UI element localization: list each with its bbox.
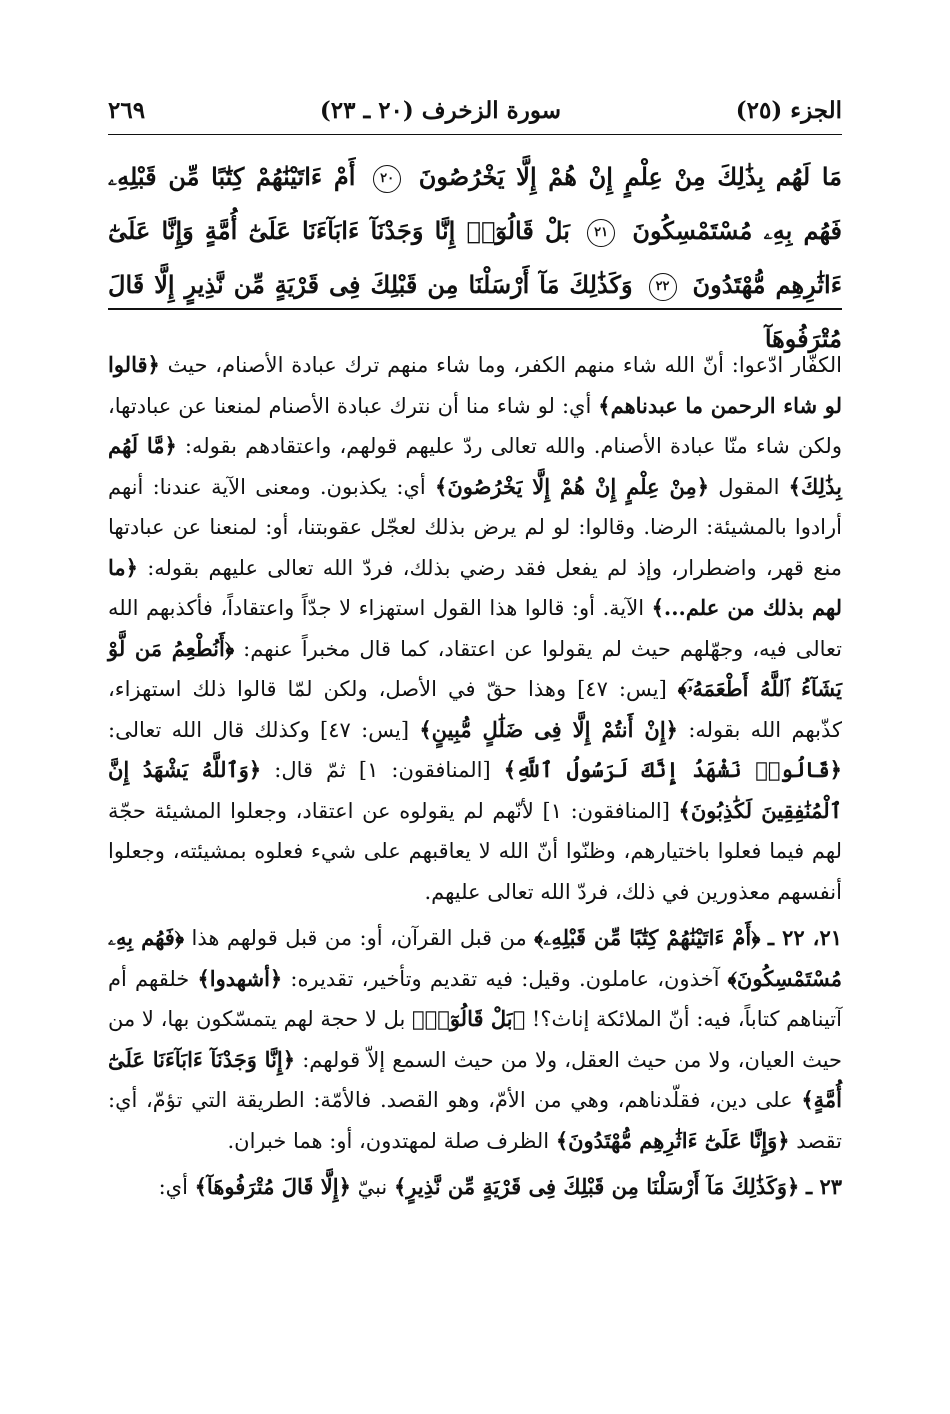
quote-text: ﴿أشهدوا﴾ [197,965,283,991]
commentary-paragraph [108,918,842,1161]
quran-quote: ﴿إِنَّا وَجَدْنَآ ءَابَآءَنَا عَلَىٰٓ أُمَّةٍ﴾ [108,1046,842,1112]
commentary-text: المقول [718,474,780,499]
quote-text: ﴿قالوا لو شاء الرحمن ما عبدناهم﴾ [108,352,842,418]
commentary-text: على دين، فقلّدناهم، وهي من الأمّ، وهو القصد. فالأمّة: الطريقة التي تؤمّ، أي: تقصد [108,1088,842,1153]
quran-quote: ﴿وَٱللَّهُ يَشْهَدُ إِنَّ ٱلْمُنَٰفِقِينَ لَكَٰذِبُونَ﴾ [108,757,842,823]
commentary-text: [المنافقون: ١] لأنّهم لم يقولوه عن اعتقاد، وجعلوا المشيئة حجّة لهم فيما فعلوا باختيارهم، وظنّوا أنّ الله لا يعاقبهم على شيء فعلوه بمشيئته، وجعلوا أنفسهم معذورين في ذلك، فردّ الله تعالى عليهم. [108,798,842,904]
quran-quote: ﴿قَالُوا۟ نَشْهَدُ إِنَّكَ لَرَسُولُ ٱللَّهِ﴾ [503,757,842,782]
commentary-text: الآية. أو: قالوا هذا القول استهزاء لا جدّاً واعتقاداً، فأكذبهم الله تعالى فيه، وجهّلهم حيث لم يقولوا عن اعتقاد، كما قال مخبراً عنهم: [108,596,842,661]
commentary-text: [يس: ٤٧] وكذلك قال الله تعالى: [108,717,410,742]
commentary-text: من قبل القرآن، أو: من قبل قولهم هذا [191,926,527,950]
quran-quote: ﴿أَنُطْعِمُ مَن لَّوْ يَشَآءُ ٱللَّهُ أَطْعَمَهُۥٓ﴾ [108,635,842,701]
verse-reference-number: ٢٣ ـ [805,1174,842,1199]
commentary-paragraph [108,1167,842,1208]
header-rule [108,134,842,135]
juz-label: الجزء (٢٥) [735,96,842,124]
commentary-text: بل لا حجة لهم يتمسّكون بها، لا من حيث العيان، ولا من حيث العقل، ولا من حيث السمع إلاّ قولهم: [108,1007,843,1072]
commentary-text: نبيّ [357,1175,388,1199]
verse-number-marker: ٢٢ [649,273,677,301]
verses-separator-rule [108,308,842,310]
quran-quote: ﴿فَهُم بِهِۦ مُسْتَمْسِكُونَ﴾ [108,925,842,991]
commentary-text: أي: لو شاء منا أن نترك عبادة الأصنام لمنعنا عن عبادتها، ولكن شاء منّا عبادة الأصنام. والله تعالى ردّ عليهم قولهم، واعتقادهم بقوله: [108,393,842,458]
verse-number-marker: ٢١ [587,219,615,247]
quran-quote: ﴿وَكَذَٰلِكَ مَآ أَرْسَلْنَا مِن قَبْلِكَ فِى قَرْيَةٍ مِّن نَّذِيرٍ﴾ [393,1174,800,1199]
commentary-text: الكفّار ادّعوا: أنّ الله شاء منهم الكفر، وما شاء منهم ترك عبادة الأصنام، حيث [167,353,842,377]
quran-quote: ﴿وَإِنَّا عَلَىٰٓ ءَاثَٰرِهِم مُّهْتَدُونَ﴾ [555,1127,790,1153]
verse-22-text: بَلْ قَالُوٓا۟ إِنَّا وَجَدْنَآ ءَابَآءَنَا عَلَىٰٓ أُمَّةٍ وَإِنَّا عَلَىٰٓ ءَاثَٰرِهِم مُّهْتَدُونَ [108,216,842,299]
page-header [108,88,842,132]
commentary-paragraph [108,345,842,912]
verse-23-text: وَكَذَٰلِكَ مَآ أَرْسَلْنَا مِن قَبْلِكَ فِى قَرْيَةٍ مِّن نَّذِيرٍ إِلَّا قَالَ مُتْرَفُوهَآ [108,270,842,353]
quran-quote: ﴿أَمْ ءَاتَيْنَٰهُمْ كِتَٰبًا مِّن قَبْلِهِۦ﴾ [534,925,761,950]
verse-reference-number: ٢١، ٢٢ ـ [767,925,842,950]
page-number: ٢٦٩ [108,96,146,124]
commentary-text: أي: [158,1175,188,1199]
surah-title: سورة الزخرف (٢٠ ـ ٢٣) [319,96,561,124]
verse-21-text: أَمْ ءَاتَيْنَٰهُمْ كِتَٰبًا مِّن قَبْلِهِۦ فَهُم بِهِۦ مُسْتَمْسِكُونَ [108,162,843,245]
commentary-text: آخذون، عاملون. وقيل: فيه تقديم وتأخير، تقديره: [290,966,720,991]
quran-quote: ﴿بَلْ قَالُوٓا۟﴾ [412,1006,526,1031]
quran-quote: ﴿ما لهم بذلك من علم...﴾ [108,554,842,620]
commentary-text: [المنافقون: ١] ثمّ قال: [274,758,491,782]
quran-quote: ﴿مَّا لَهُم بِذَٰلِكَ﴾ [108,433,842,499]
commentary-text: الظرف صلة لمهتدون، أو: هما خبران. [227,1128,550,1153]
commentary-text: [يس: ٤٧] وهذا حقّ في الأصل، ولكن لمّا قالوا ذلك استهزاء، كذّبهم الله بقوله: [108,677,842,742]
commentary-text: خلقهم أم آتيناهم كتاباً، فيه: أنّ الملائكة إناث؟! [108,966,842,1031]
verse-number-marker: ٢٠ [373,165,401,193]
quran-quote: ﴿إِنْ أَنتُمْ إِلَّا فِى ضَلَٰلٍ مُّبِينٍ﴾ [419,716,678,742]
commentary-body [108,345,842,1214]
verse-20-text: مَا لَهُم بِذَٰلِكَ مِنْ عِلْمٍ إِنْ هُمْ إِلَّا يَخْرُصُونَ [418,162,843,191]
commentary-text: أي: يكذبون. ومعنى الآية عندنا: أنهم أرادوا بالمشيئة: الرضا. وقالوا: لو لم يرض بذلك لعجّل عقوبتنا، أو: لمنعنا عن عبادتها منع قهر، واضطرار، وإذ لم يفعل فقد رضي بذلك، فردّ الله تعالى عليهم بقوله: [108,474,842,580]
quran-quote: ﴿مِنْ عِلْمٍ إِنْ هُمْ إِلَّا يَخْرُصُونَ﴾ [435,473,710,499]
verse-text [108,150,842,366]
quran-quote: ﴿إِلَّا قَالَ مُتْرَفُوهَآ﴾ [194,1174,351,1199]
quran-verses-block [108,150,842,366]
